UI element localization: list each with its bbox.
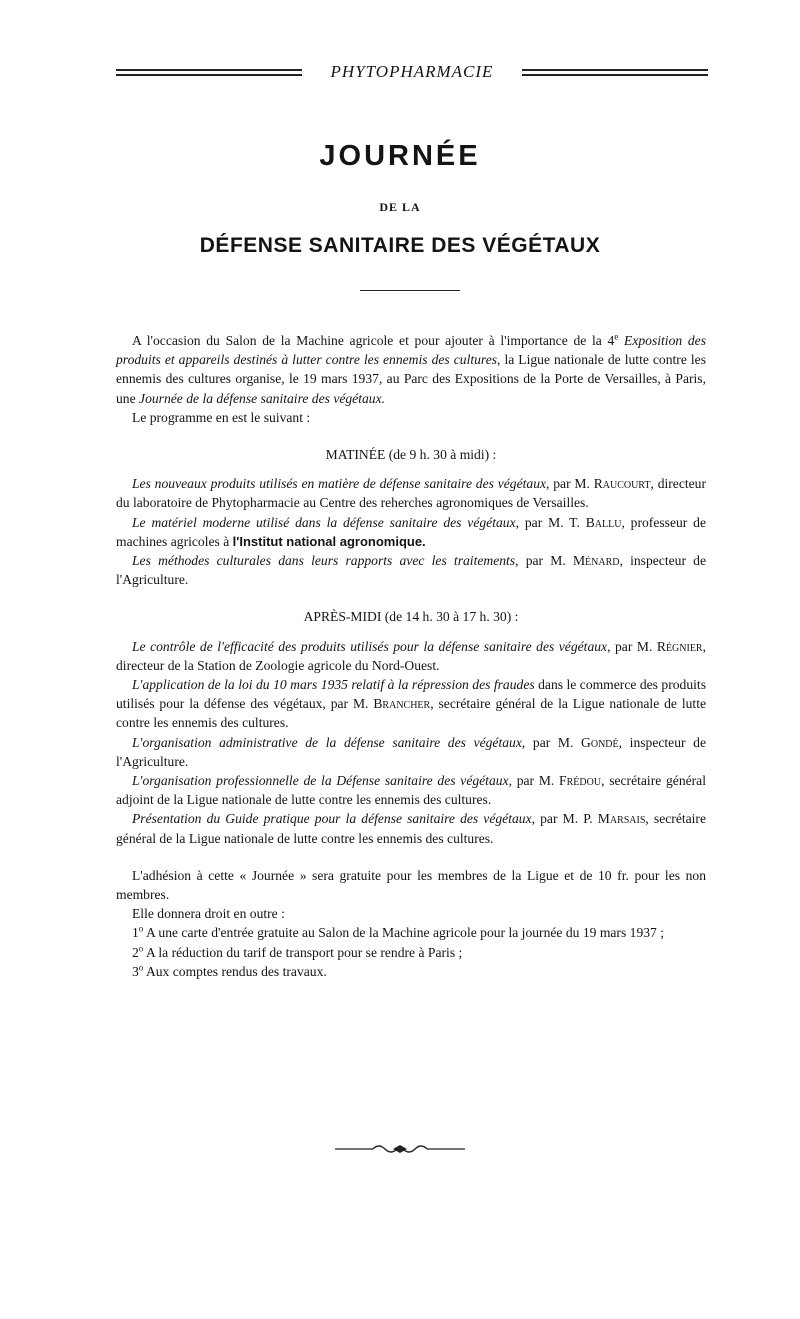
journee-title: Journée de la défense sanitaire des végétaux. [139,390,386,406]
benefit-item [116,923,706,942]
talk-title: Les méthodes culturales dans leurs rapports avec les traitements [132,553,516,569]
item-text: dans le commerce des produits utilisés pour la défense des végétaux, par M. [116,677,706,712]
ordinal-suffix: o [138,943,144,954]
benefit-text: Aux comptes rendus des travaux. [143,963,327,979]
ordinal-suffix: e [614,331,619,342]
speaker-name: Ballu [585,514,622,530]
talk-title: Le contrôle de l'efficacité des produits utilisés pour la défense sanitaire des végétaux [132,638,608,654]
item-text: , par M. T. [515,514,586,530]
item-text: , directeur du laboratoire de Phytopharmacie au Centre des reherches agronomiques de Versailles. [116,476,707,511]
exposition-title: Exposition des produits et appareils destinés à lutter contre les ennemis des cultures [116,333,707,368]
item-text: , par M. [515,553,573,569]
talk-title: Le matériel moderne utilisé dans la défense sanitaire des végétaux [132,514,516,530]
intro-text: A l'occasion du Salon de la Machine agricole et pour ajouter à l'importance de la [132,333,608,348]
speaker-name: Gondé [581,734,619,750]
speaker-name: Ménard [572,553,620,569]
matinee-item [116,551,706,589]
item-text: , inspecteur de l'Agriculture. [116,734,706,769]
item-text: , directeur de la Station de Zoologie agricole du Nord-Ouest. [116,638,707,673]
item-text: , par M. [508,773,560,789]
item-text: , par M. P. [531,811,598,827]
apres-midi-item [116,809,706,847]
benefit-number: 1 [132,925,139,941]
ordinal-suffix: o [138,962,144,973]
fleuron-divider-icon [335,1141,465,1157]
item-text: , secrétaire général de la Ligue nationale de lutte contre les ennemis des cultures. [116,696,707,731]
talk-title: Présentation du Guide pratique pour la défense sanitaire des végétaux [132,811,532,827]
benefit-item [116,962,706,981]
title-journee: JOURNÉE [319,140,481,172]
running-header [116,62,708,86]
body-text [116,331,706,981]
benefit-text: A la réduction du tarif de transport pour se rendre à Paris ; [143,944,463,960]
apres-midi-item [116,733,706,771]
intro-paragraph [116,331,706,408]
apres-midi-item [116,771,706,809]
apres-midi-heading: APRÈS-MIDI (de 14 h. 30 à 17 h. 30) : [303,609,519,625]
benefit-number: 2 [132,944,139,960]
title-underline-rule [360,290,460,291]
droit-line: Elle donnera droit en outre : [132,906,285,922]
speaker-name: Raucourt [593,476,651,492]
title-de-la: DE LA [379,200,421,214]
title-defense-sanitaire: DÉFENSE SANITAIRE DES VÉGÉTAUX [199,234,601,257]
benefit-number: 3 [132,963,139,979]
programme-line: Le programme en est le suivant : [132,409,311,425]
double-rule-right [522,69,708,76]
ordinal-suffix: o [138,923,144,934]
talk-title: L'organisation professionnelle de la Défense sanitaire des végétaux [132,773,509,789]
item-text: , par M. [607,638,657,654]
talk-title: Les nouveaux produits utilisés en matière de défense sanitaire des végétaux [132,476,547,492]
adhesion-paragraph: L'adhésion à cette « Journée » sera gratuite pour les membres de la Ligue et de 10 fr. pour les non membres. [116,867,706,903]
item-text: , inspecteur de l'Agriculture. [116,553,707,588]
ordinal-number: 4 [607,333,615,348]
talk-title: L'application de la loi du 10 mars 1935 relatif à la répression des fraudes [132,677,535,693]
speaker-name: Frédou [559,773,602,789]
item-text: , secrétaire général de la Ligue nationale de lutte contre les ennemis des cultures. [116,811,706,846]
speaker-name: Marsais [597,811,646,827]
apres-midi-item [116,637,706,675]
intro-text: , la Ligue nationale de lutte contre les ennemis des cultures organise, le 19 mars 1937, au Parc des Expositions de la Porte de Versailles, à Paris, une [116,352,706,406]
benefit-item [116,943,706,962]
apres-midi-item [116,675,706,733]
item-text: , par M. [521,734,582,750]
speaker-name: Brancher [373,696,431,712]
benefit-text: A une carte d'entrée gratuite au Salon de la Machine agricole pour la journée du 19 mars 1937 ; [143,925,665,941]
running-title: PHYTOPHARMACIE [330,62,494,81]
matinee-heading: MATINÉE (de 9 h. 30 à midi) : [325,447,497,463]
matinee-item [116,513,706,551]
matinee-item [116,474,706,512]
speaker-name: Régnier [656,638,703,654]
item-text: , par M. [546,476,594,492]
institution-name: l'Institut national agronomique. [232,533,426,549]
talk-title: L'organisation administrative de la défense sanitaire des végétaux [132,734,522,750]
double-rule-left [116,69,302,76]
item-text: , secrétaire général adjoint de la Ligue nationale de lutte contre les ennemis des cultures. [116,773,706,808]
item-text: , professeur de machines agricoles à [116,514,706,549]
